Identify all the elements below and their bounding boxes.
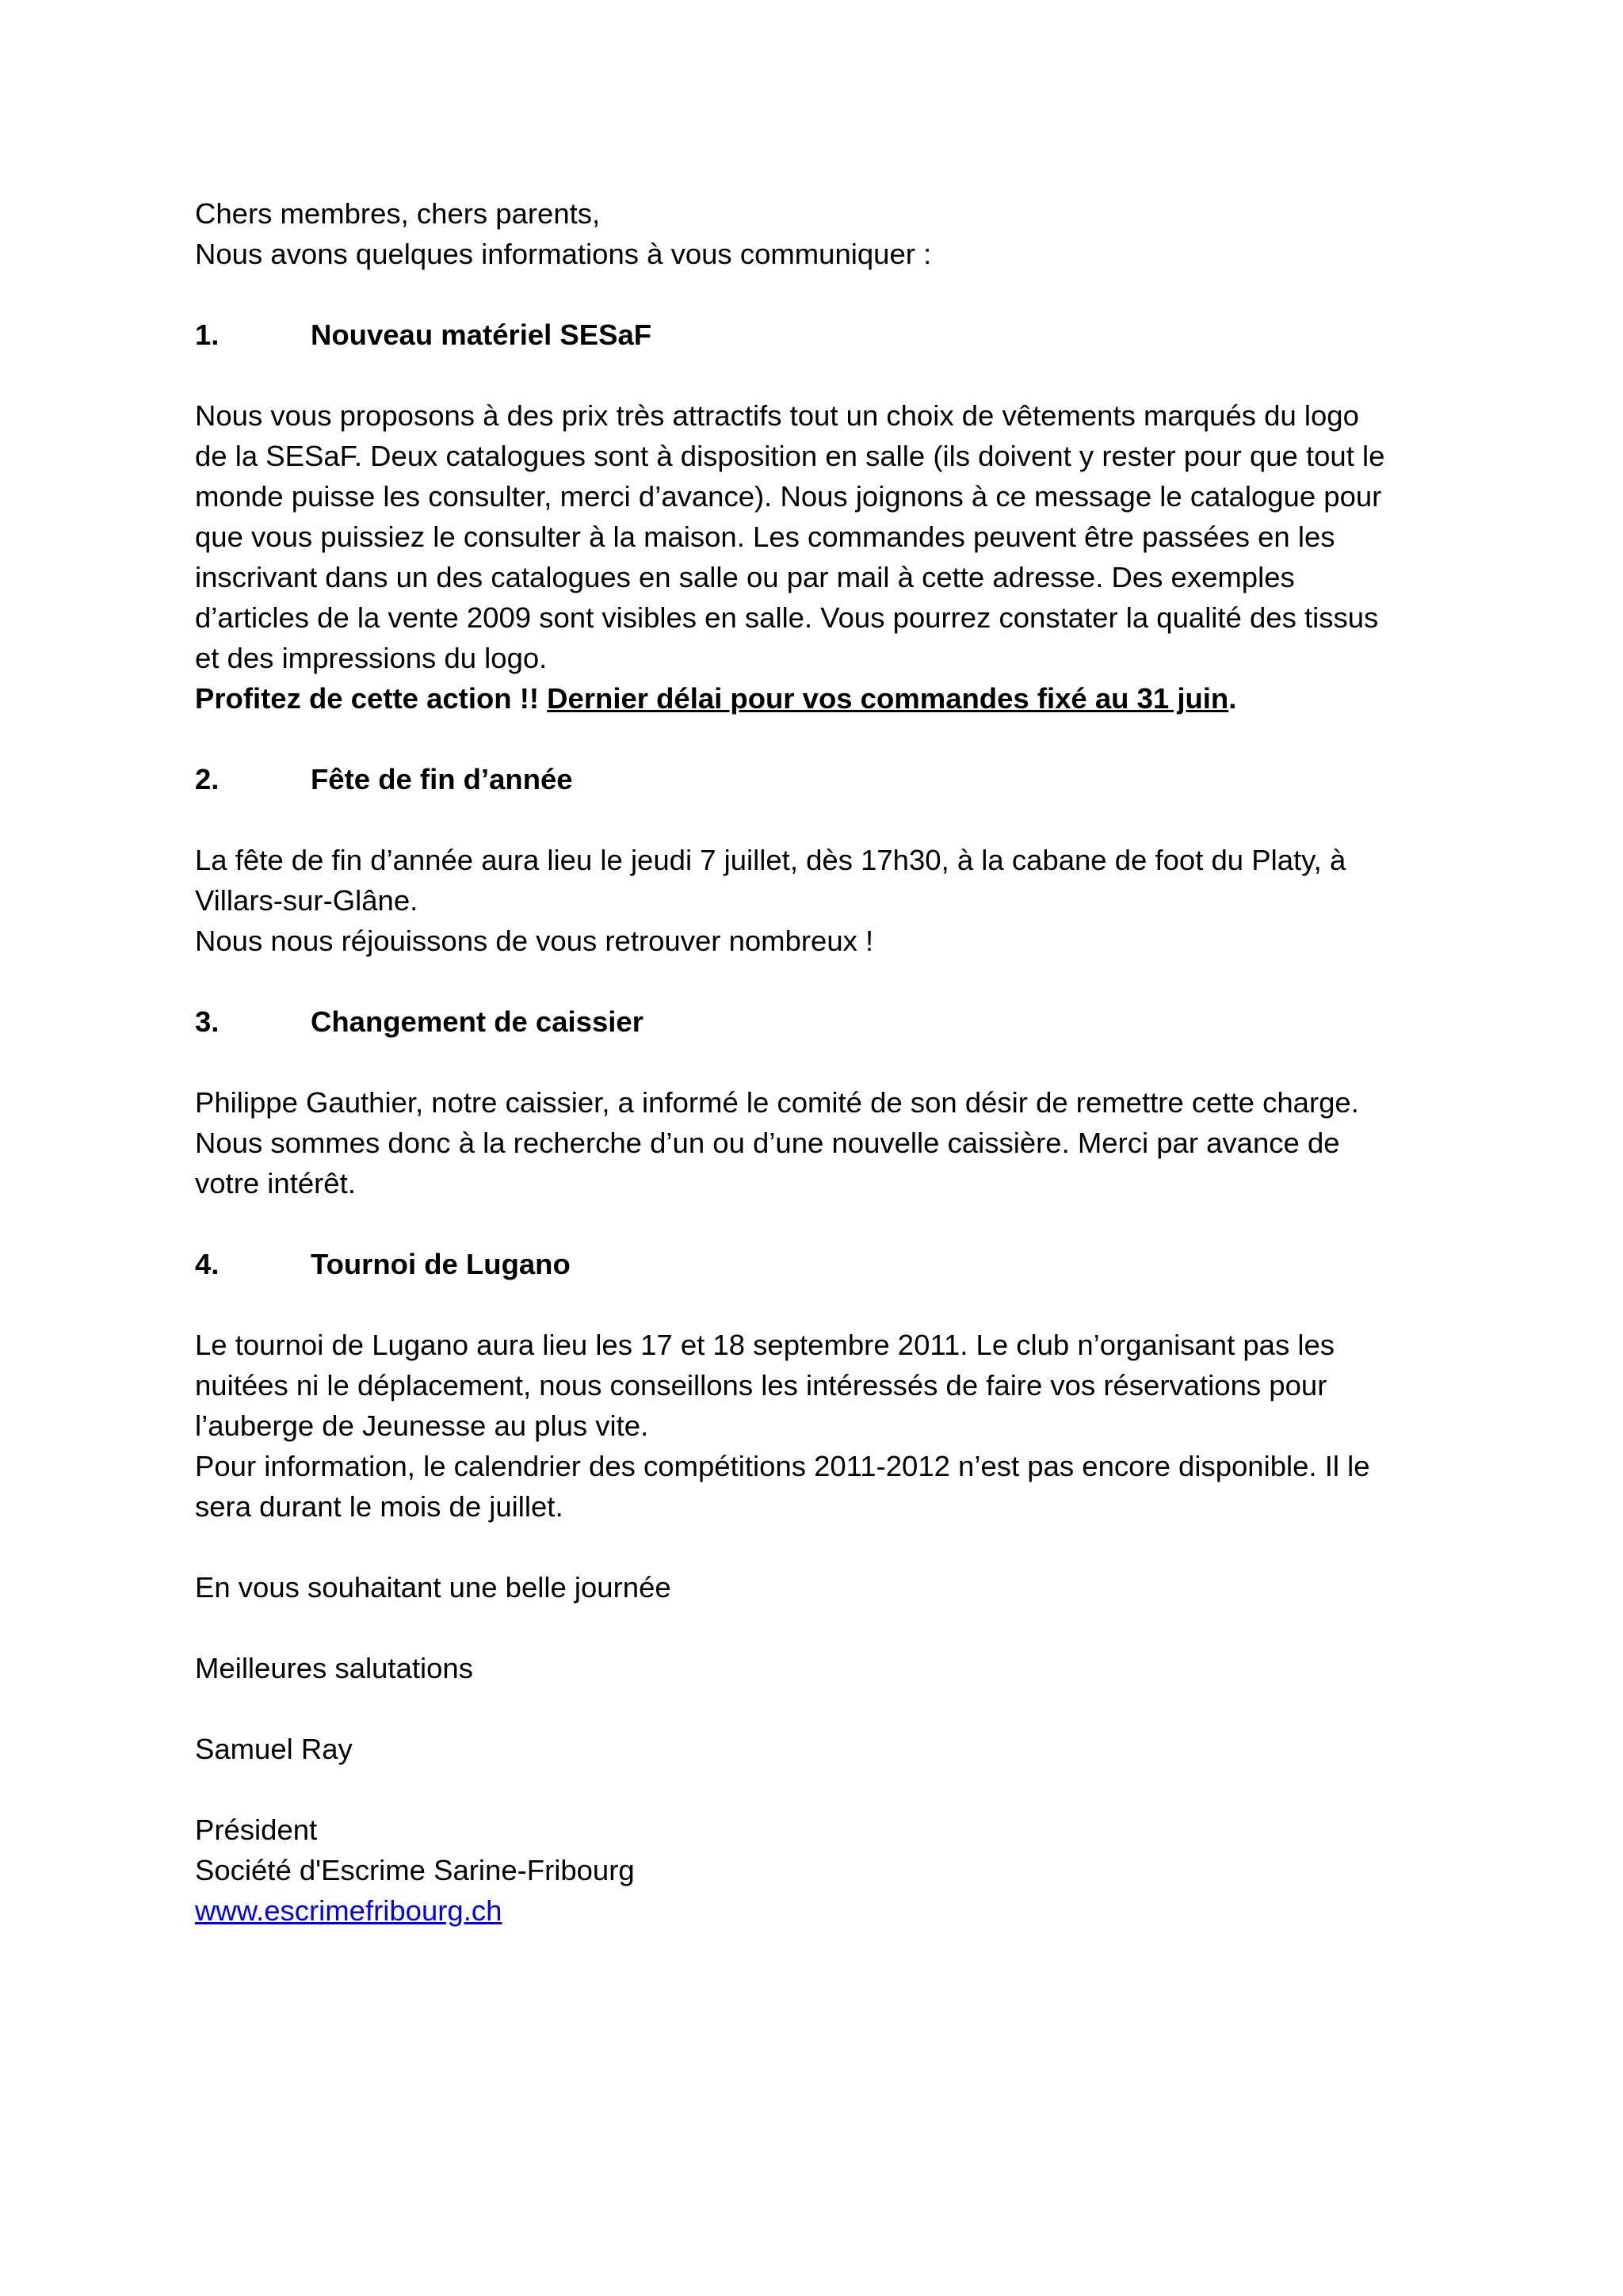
section-body-2	[195, 840, 1479, 961]
body-line: La fête de fin d’année aura lieu le jeudi 7 juillet, dès 17h30, à la cabane de foot du Platy, à	[195, 844, 1346, 876]
call-to-action: Profitez de cette action !!	[195, 682, 548, 715]
section-title: Tournoi de Lugano	[311, 1248, 571, 1280]
section-heading-4	[195, 1244, 1479, 1284]
section-heading-3	[195, 1001, 1479, 1042]
signer-name: Samuel Ray	[195, 1733, 353, 1765]
body-line: inscrivant dans un des catalogues en salle ou par mail à cette adresse. Des exemples	[195, 561, 1295, 593]
organization-name: Société d'Escrime Sarine-Fribourg	[195, 1854, 635, 1886]
body-line: et des impressions du logo.	[195, 642, 548, 674]
section-title: Nouveau matériel SESaF	[311, 318, 652, 351]
deadline-period: .	[1228, 682, 1237, 715]
closing-wish: En vous souhaitant une belle journée	[195, 1571, 671, 1604]
website-link[interactable]: www.escrimefribourg.ch	[195, 1894, 502, 1927]
body-line: l’auberge de Jeunesse au plus vite.	[195, 1409, 649, 1442]
salutation: Meilleures salutations	[195, 1652, 473, 1684]
signer-role: Président	[195, 1814, 318, 1846]
section-number: 4.	[195, 1248, 220, 1280]
order-deadline-line	[195, 678, 1479, 719]
body-line: Philippe Gauthier, notre caissier, a informé le comité de son désir de remettre cette charge.	[195, 1086, 1359, 1119]
section-number: 1.	[195, 318, 220, 351]
section-heading-2	[195, 759, 1479, 799]
section-number: 3.	[195, 1005, 220, 1038]
letter-page	[195, 193, 1479, 1931]
body-line: d’articles de la vente 2009 sont visibles en salle. Vous pourrez constater la qualité des tissus	[195, 601, 1379, 634]
section-body-1	[195, 395, 1479, 719]
section-heading-1	[195, 315, 1479, 355]
section-body-3	[195, 1082, 1479, 1203]
section-body-4	[195, 1325, 1479, 1527]
intro-line: Nous avons quelques informations à vous communiquer :	[195, 238, 932, 270]
section-title: Changement de caissier	[311, 1005, 643, 1038]
body-line: Nous vous proposons à des prix très attractifs tout un choix de vêtements marqués du logo	[195, 399, 1359, 432]
body-line: monde puisse les consulter, merci d’avance). Nous joignons à ce message le catalogue pour	[195, 480, 1382, 513]
body-line: sera durant le mois de juillet.	[195, 1490, 563, 1523]
section-title: Fête de fin d’année	[311, 763, 573, 795]
body-line: Pour information, le calendrier des compétitions 2011-2012 n’est pas encore disponible. Il le	[195, 1450, 1370, 1482]
body-line: Nous nous réjouissons de vous retrouver nombreux !	[195, 925, 874, 957]
body-line: nuitées ni le déplacement, nous conseillons les intéressés de faire vos réservations pour	[195, 1369, 1327, 1402]
body-line: votre intérêt.	[195, 1167, 356, 1199]
body-line: de la SESaF. Deux catalogues sont à disposition en salle (ils doivent y rester pour que tout le	[195, 440, 1385, 472]
section-number: 2.	[195, 763, 220, 795]
body-line: Le tournoi de Lugano aura lieu les 17 et 18 septembre 2011. Le club n’organisant pas les	[195, 1329, 1335, 1361]
body-line: Villars-sur-Glâne.	[195, 884, 418, 917]
greeting-line: Chers membres, chers parents,	[195, 197, 601, 230]
deadline-text: Dernier délai pour vos commandes fixé au 31 juin	[547, 682, 1229, 715]
body-line: Nous sommes donc à la recherche d’un ou d’une nouvelle caissière. Merci par avance de	[195, 1127, 1340, 1159]
body-line: que vous puissiez le consulter à la maison. Les commandes peuvent être passées en les	[195, 521, 1335, 553]
